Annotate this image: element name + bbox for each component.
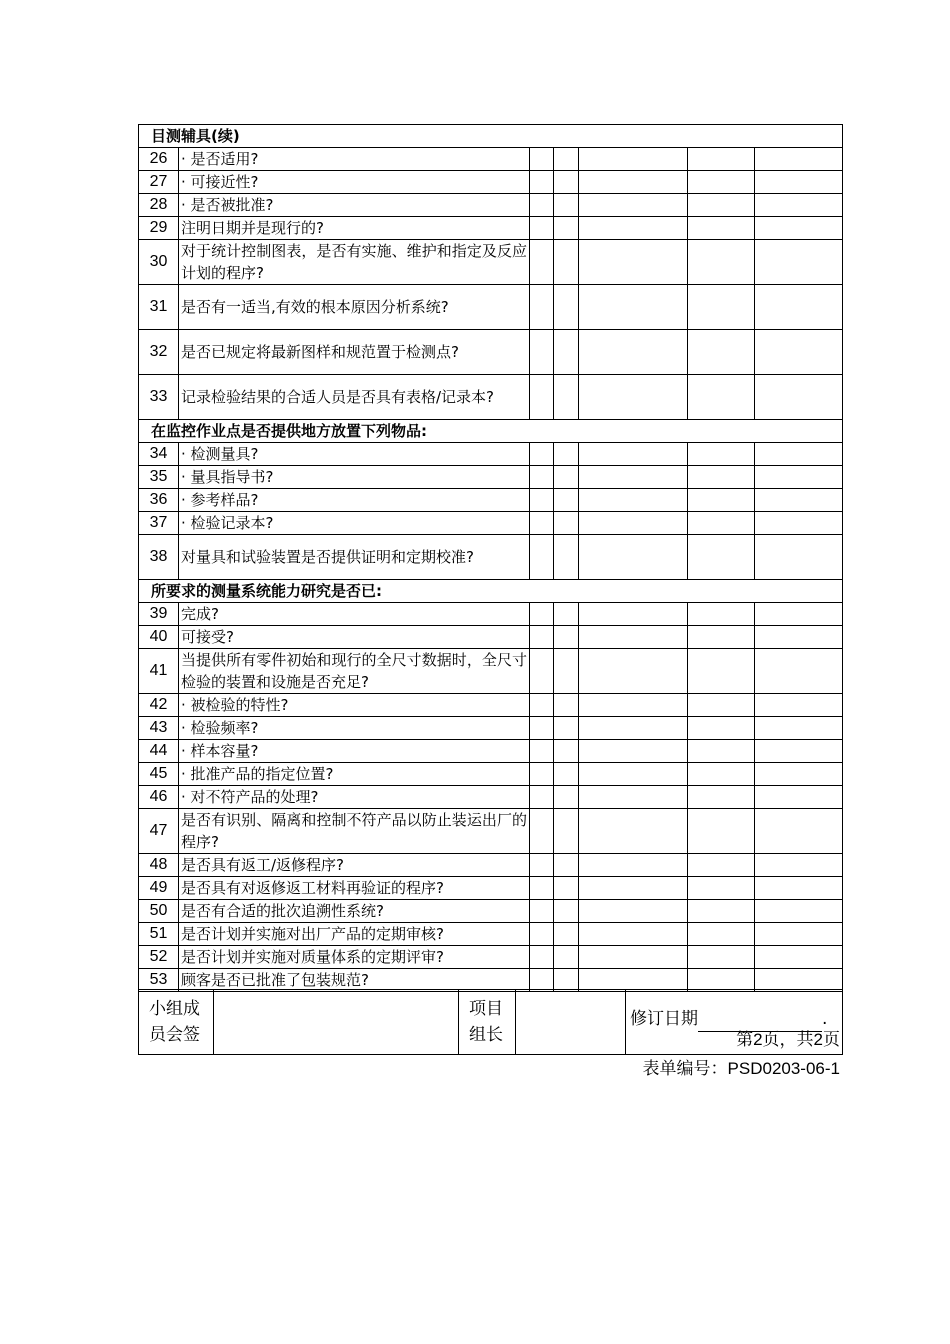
action-cell[interactable]	[688, 923, 755, 946]
form-number-value: PSD0203-06-1	[727, 1059, 840, 1078]
responsible-cell[interactable]	[755, 763, 843, 786]
item-number: 34	[139, 443, 179, 466]
responsible-cell[interactable]	[755, 535, 843, 580]
checklist-row	[139, 626, 843, 649]
item-number: 51	[139, 923, 179, 946]
yes-check-cell[interactable]	[530, 443, 554, 466]
no-check-cell[interactable]	[554, 717, 579, 740]
no-check-cell[interactable]	[554, 240, 579, 285]
no-check-cell[interactable]	[554, 786, 579, 809]
question-text: · 检测量具?	[179, 443, 530, 466]
item-number: 40	[139, 626, 179, 649]
yes-check-cell[interactable]	[530, 786, 554, 809]
question-text: · 可接近性?	[179, 171, 530, 194]
checklist-row	[139, 717, 843, 740]
action-cell[interactable]	[688, 443, 755, 466]
comment-cell[interactable]	[579, 923, 688, 946]
action-cell[interactable]	[688, 603, 755, 626]
responsible-cell[interactable]	[755, 740, 843, 763]
action-cell[interactable]	[688, 900, 755, 923]
page-prefix: 第	[736, 1030, 754, 1050]
no-check-cell[interactable]	[554, 626, 579, 649]
checklist-row	[139, 375, 843, 420]
comment-cell[interactable]	[579, 649, 688, 694]
yes-check-cell[interactable]	[530, 375, 554, 420]
yes-check-cell[interactable]	[530, 649, 554, 694]
checklist-row	[139, 466, 843, 489]
no-check-cell[interactable]	[554, 900, 579, 923]
action-cell[interactable]	[688, 694, 755, 717]
action-cell[interactable]	[688, 786, 755, 809]
responsible-cell[interactable]	[755, 786, 843, 809]
section-header-row	[139, 420, 843, 443]
comment-cell[interactable]	[579, 626, 688, 649]
checklist-row	[139, 649, 843, 694]
section-title: 所要求的测量系统能力研究是否已:	[139, 580, 843, 603]
yes-check-cell[interactable]	[530, 148, 554, 171]
comment-cell[interactable]	[579, 740, 688, 763]
checklist-row	[139, 923, 843, 946]
responsible-cell[interactable]	[755, 717, 843, 740]
comment-cell[interactable]	[579, 489, 688, 512]
checklist-row	[139, 763, 843, 786]
page-suffix: 页	[823, 1030, 840, 1050]
comment-cell[interactable]	[579, 148, 688, 171]
yes-check-cell[interactable]	[530, 717, 554, 740]
item-number: 35	[139, 466, 179, 489]
no-check-cell[interactable]	[554, 809, 579, 854]
no-check-cell[interactable]	[554, 217, 579, 240]
comment-cell[interactable]	[579, 285, 688, 330]
checklist-row	[139, 171, 843, 194]
item-number: 44	[139, 740, 179, 763]
item-number: 45	[139, 763, 179, 786]
checklist-row	[139, 512, 843, 535]
responsible-cell[interactable]	[755, 603, 843, 626]
item-number: 39	[139, 603, 179, 626]
question-text: · 是否被批准?	[179, 194, 530, 217]
comment-cell[interactable]	[579, 512, 688, 535]
responsible-cell[interactable]	[755, 809, 843, 854]
comment-cell[interactable]	[579, 330, 688, 375]
no-check-cell[interactable]	[554, 171, 579, 194]
item-number: 47	[139, 809, 179, 854]
item-number: 50	[139, 900, 179, 923]
checklist-row	[139, 809, 843, 854]
yes-check-cell[interactable]	[530, 603, 554, 626]
action-cell[interactable]	[688, 330, 755, 375]
comment-cell[interactable]	[579, 877, 688, 900]
item-number: 37	[139, 512, 179, 535]
comment-cell[interactable]	[579, 466, 688, 489]
yes-check-cell[interactable]	[530, 171, 554, 194]
yes-check-cell[interactable]	[530, 923, 554, 946]
responsible-cell[interactable]	[755, 240, 843, 285]
no-check-cell[interactable]	[554, 923, 579, 946]
item-number: 30	[139, 240, 179, 285]
comment-cell[interactable]	[579, 763, 688, 786]
team-sign-label: 小组成员会签	[139, 990, 214, 1055]
question-text: 完成?	[179, 603, 530, 626]
responsible-cell[interactable]	[755, 694, 843, 717]
no-check-cell[interactable]	[554, 194, 579, 217]
revision-date-label: 修订日期	[630, 1009, 698, 1029]
responsible-cell[interactable]	[755, 489, 843, 512]
responsible-cell[interactable]	[755, 923, 843, 946]
responsible-cell[interactable]	[755, 854, 843, 877]
action-cell[interactable]	[688, 375, 755, 420]
page-mid: 页，共	[762, 1030, 814, 1050]
action-cell[interactable]	[688, 512, 755, 535]
item-number: 32	[139, 330, 179, 375]
responsible-cell[interactable]	[755, 877, 843, 900]
responsible-cell[interactable]	[755, 900, 843, 923]
action-cell[interactable]	[688, 946, 755, 969]
no-check-cell[interactable]	[554, 694, 579, 717]
yes-check-cell[interactable]	[530, 900, 554, 923]
page-total: 2	[813, 1030, 823, 1049]
checklist-row	[139, 854, 843, 877]
no-check-cell[interactable]	[554, 148, 579, 171]
question-text: 对于统计控制图表，是否有实施、维护和指定及反应计划的程序?	[179, 240, 530, 285]
checklist-row	[139, 946, 843, 969]
checklist-row	[139, 786, 843, 809]
no-check-cell[interactable]	[554, 946, 579, 969]
no-check-cell[interactable]	[554, 512, 579, 535]
item-number: 26	[139, 148, 179, 171]
no-check-cell[interactable]	[554, 854, 579, 877]
item-number: 52	[139, 946, 179, 969]
action-cell[interactable]	[688, 809, 755, 854]
yes-check-cell[interactable]	[530, 626, 554, 649]
checklist-row	[139, 900, 843, 923]
item-number: 48	[139, 854, 179, 877]
comment-cell[interactable]	[579, 717, 688, 740]
action-cell[interactable]	[688, 717, 755, 740]
yes-check-cell[interactable]	[530, 854, 554, 877]
item-number: 49	[139, 877, 179, 900]
yes-check-cell[interactable]	[530, 489, 554, 512]
responsible-cell[interactable]	[755, 217, 843, 240]
yes-check-cell[interactable]	[530, 740, 554, 763]
comment-cell[interactable]	[579, 900, 688, 923]
yes-check-cell[interactable]	[530, 694, 554, 717]
question-text: 是否计划并实施对质量体系的定期评审?	[179, 946, 530, 969]
signature-footer	[138, 989, 843, 1055]
item-number: 33	[139, 375, 179, 420]
comment-cell[interactable]	[579, 171, 688, 194]
item-number: 53	[139, 969, 179, 992]
yes-check-cell[interactable]	[530, 194, 554, 217]
yes-check-cell[interactable]	[530, 466, 554, 489]
question-text: · 样本容量?	[179, 740, 530, 763]
no-check-cell[interactable]	[554, 285, 579, 330]
yes-check-cell[interactable]	[530, 217, 554, 240]
comment-cell[interactable]	[579, 946, 688, 969]
no-check-cell[interactable]	[554, 763, 579, 786]
question-text: · 被检验的特性?	[179, 694, 530, 717]
yes-check-cell[interactable]	[530, 240, 554, 285]
item-number: 31	[139, 285, 179, 330]
checklist-row	[139, 194, 843, 217]
section-header-row	[139, 125, 843, 148]
question-text: 是否具有对返修返工材料再验证的程序?	[179, 877, 530, 900]
yes-check-cell[interactable]	[530, 330, 554, 375]
no-check-cell[interactable]	[554, 603, 579, 626]
item-number: 36	[139, 489, 179, 512]
checklist-row	[139, 148, 843, 171]
question-text: 注明日期并是现行的?	[179, 217, 530, 240]
question-text: · 量具指导书?	[179, 466, 530, 489]
yes-check-cell[interactable]	[530, 512, 554, 535]
checklist-row	[139, 535, 843, 580]
checklist-row	[139, 330, 843, 375]
question-text: 是否计划并实施对出厂产品的定期审核?	[179, 923, 530, 946]
yes-check-cell[interactable]	[530, 877, 554, 900]
responsible-cell[interactable]	[755, 466, 843, 489]
comment-cell[interactable]	[579, 375, 688, 420]
checklist-row	[139, 443, 843, 466]
item-number: 38	[139, 535, 179, 580]
comment-cell[interactable]	[579, 854, 688, 877]
section-title: 目测辅具(续)	[139, 125, 843, 148]
no-check-cell[interactable]	[554, 375, 579, 420]
team-sign-field[interactable]	[214, 990, 459, 1055]
no-check-cell[interactable]	[554, 466, 579, 489]
item-number: 29	[139, 217, 179, 240]
action-cell[interactable]	[688, 217, 755, 240]
item-number: 43	[139, 717, 179, 740]
action-cell[interactable]	[688, 148, 755, 171]
no-check-cell[interactable]	[554, 535, 579, 580]
comment-cell[interactable]	[579, 694, 688, 717]
action-cell[interactable]	[688, 854, 755, 877]
question-text: · 批准产品的指定位置?	[179, 763, 530, 786]
page-indicator	[736, 1027, 840, 1053]
action-cell[interactable]	[688, 649, 755, 694]
comment-cell[interactable]	[579, 786, 688, 809]
responsible-cell[interactable]	[755, 171, 843, 194]
yes-check-cell[interactable]	[530, 809, 554, 854]
comment-cell[interactable]	[579, 535, 688, 580]
action-cell[interactable]	[688, 194, 755, 217]
question-text: 对量具和试验装置是否提供证明和定期校准?	[179, 535, 530, 580]
question-text: 是否已规定将最新图样和规范置于检测点?	[179, 330, 530, 375]
team-leader-label: 项目组长	[459, 990, 516, 1055]
question-text: 记录检验结果的合适人员是否具有表格/记录本?	[179, 375, 530, 420]
item-number: 46	[139, 786, 179, 809]
audit-checklist-table	[138, 124, 843, 992]
yes-check-cell[interactable]	[530, 946, 554, 969]
revision-cell	[626, 990, 843, 1055]
responsible-cell[interactable]	[755, 512, 843, 535]
page-current: 2	[753, 1030, 763, 1049]
form-number	[600, 1057, 840, 1081]
comment-cell[interactable]	[579, 443, 688, 466]
no-check-cell[interactable]	[554, 443, 579, 466]
yes-check-cell[interactable]	[530, 285, 554, 330]
question-text: 是否有合适的批次追溯性系统?	[179, 900, 530, 923]
comment-cell[interactable]	[579, 240, 688, 285]
question-text: · 对不符产品的处理?	[179, 786, 530, 809]
checklist-row	[139, 694, 843, 717]
item-number: 28	[139, 194, 179, 217]
question-text: 是否有识别、隔离和控制不符产品以防止装运出厂的程序?	[179, 809, 530, 854]
section-header-row	[139, 580, 843, 603]
action-cell[interactable]	[688, 489, 755, 512]
checklist-row	[139, 740, 843, 763]
comment-cell[interactable]	[579, 809, 688, 854]
item-number: 41	[139, 649, 179, 694]
responsible-cell[interactable]	[755, 946, 843, 969]
yes-check-cell[interactable]	[530, 763, 554, 786]
responsible-cell[interactable]	[755, 375, 843, 420]
question-text: · 检验频率?	[179, 717, 530, 740]
no-check-cell[interactable]	[554, 489, 579, 512]
form-number-label: 表单编号：	[642, 1059, 728, 1079]
responsible-cell[interactable]	[755, 194, 843, 217]
action-cell[interactable]	[688, 740, 755, 763]
comment-cell[interactable]	[579, 217, 688, 240]
responsible-cell[interactable]	[755, 148, 843, 171]
action-cell[interactable]	[688, 466, 755, 489]
question-text: 当提供所有零件初始和现行的全尺寸数据时，全尺寸检验的装置和设施是否充足?	[179, 649, 530, 694]
yes-check-cell[interactable]	[530, 535, 554, 580]
question-text: 是否具有返工/返修程序?	[179, 854, 530, 877]
action-cell[interactable]	[688, 763, 755, 786]
responsible-cell[interactable]	[755, 330, 843, 375]
action-cell[interactable]	[688, 626, 755, 649]
question-text: 可接受?	[179, 626, 530, 649]
action-cell[interactable]	[688, 240, 755, 285]
responsible-cell[interactable]	[755, 649, 843, 694]
responsible-cell[interactable]	[755, 626, 843, 649]
action-cell[interactable]	[688, 535, 755, 580]
checklist-row	[139, 603, 843, 626]
question-text: 顾客是否已批准了包装规范?	[179, 969, 530, 992]
checklist-row	[139, 877, 843, 900]
item-number: 42	[139, 694, 179, 717]
checklist-row	[139, 489, 843, 512]
checklist-row	[139, 240, 843, 285]
team-leader-field[interactable]	[516, 990, 626, 1055]
checklist-row	[139, 285, 843, 330]
responsible-cell[interactable]	[755, 285, 843, 330]
no-check-cell[interactable]	[554, 330, 579, 375]
action-cell[interactable]	[688, 285, 755, 330]
action-cell[interactable]	[688, 877, 755, 900]
comment-cell[interactable]	[579, 194, 688, 217]
no-check-cell[interactable]	[554, 740, 579, 763]
question-text: · 检验记录本?	[179, 512, 530, 535]
question-text: · 是否适用?	[179, 148, 530, 171]
no-check-cell[interactable]	[554, 877, 579, 900]
revision-date-end: .	[822, 1009, 828, 1029]
responsible-cell[interactable]	[755, 443, 843, 466]
item-number: 27	[139, 171, 179, 194]
action-cell[interactable]	[688, 171, 755, 194]
question-text: · 参考样品?	[179, 489, 530, 512]
checklist-row	[139, 217, 843, 240]
comment-cell[interactable]	[579, 603, 688, 626]
no-check-cell[interactable]	[554, 649, 579, 694]
section-title: 在监控作业点是否提供地方放置下列物品:	[139, 420, 843, 443]
question-text: 是否有一适当,有效的根本原因分析系统?	[179, 285, 530, 330]
